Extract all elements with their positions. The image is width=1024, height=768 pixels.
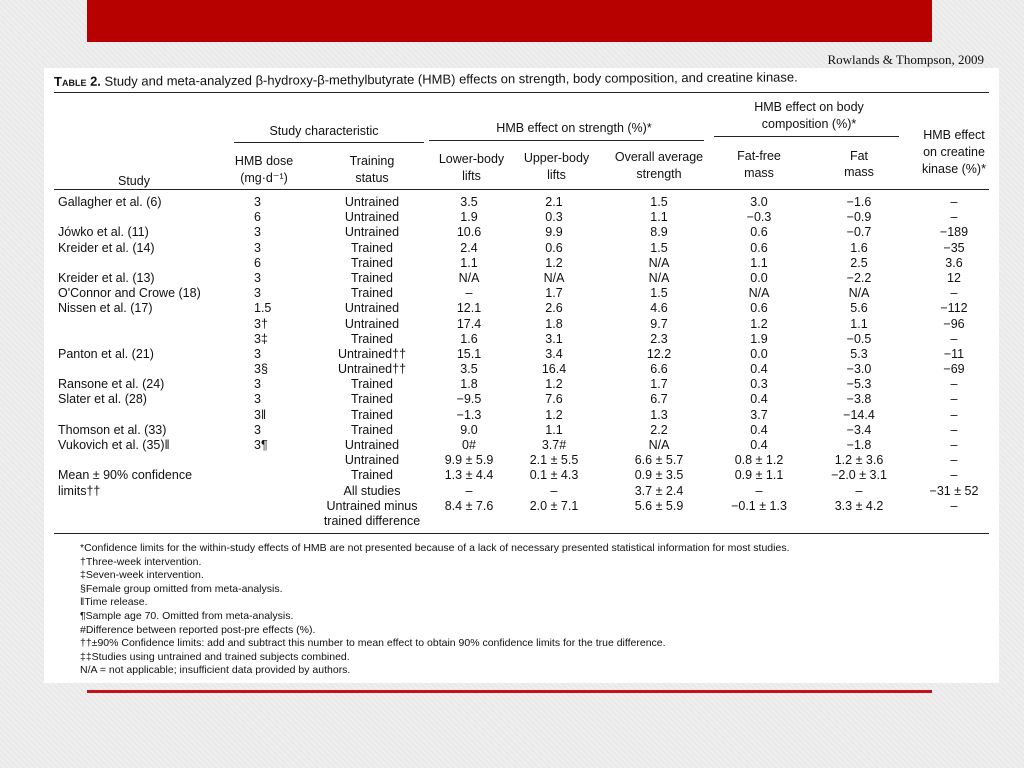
- cell-training: Trained: [351, 407, 393, 422]
- cell-lower: 9.0: [460, 422, 478, 437]
- cell-fat: N/A: [848, 286, 870, 301]
- cell-dose: 3§: [254, 362, 268, 377]
- cell-ck: −189: [939, 225, 969, 240]
- footnote: ‡Seven-week intervention.: [80, 569, 204, 582]
- cell-training: Untrained minus: [326, 498, 418, 513]
- cell-lower: 15.1: [456, 346, 482, 361]
- cell-fat: 3.3 ± 4.2: [834, 498, 884, 513]
- cell-ck: −31 ± 52: [929, 483, 979, 498]
- cell-ffm: 3.7: [750, 407, 768, 422]
- cell-dose: 3: [254, 346, 261, 361]
- cell-lower: 8.4 ± 7.6: [444, 498, 494, 513]
- cell-overall: 2.3: [650, 331, 668, 346]
- cell-overall: 1.5: [650, 240, 668, 255]
- cell-training: Untrained: [344, 225, 400, 240]
- header-body-comp-line2: composition (%)*: [761, 117, 857, 131]
- table-row: [44, 453, 999, 468]
- cell-upper: 3.1: [545, 331, 563, 346]
- cell-ck: −11: [943, 346, 965, 361]
- table-row: [44, 499, 999, 514]
- cell-ck: −112: [940, 301, 968, 316]
- cell-ffm: 0.4: [750, 392, 768, 407]
- cell-ck: –: [950, 498, 958, 513]
- cell-lower: 9.9 ± 5.9: [444, 453, 494, 468]
- footnote: *Confidence limits for the within-study effects of HMB are not presented because of a lack of necessary presented statistical information for most studies.: [80, 542, 790, 554]
- cell-ffm: N/A: [748, 286, 770, 301]
- cell-ck: 3.6: [945, 255, 963, 270]
- cell-ffm: 0.4: [750, 362, 768, 377]
- cell-training: Trained: [351, 270, 393, 285]
- table-row: [44, 438, 999, 453]
- cell-ffm: −0.3: [746, 210, 772, 225]
- cell-lower: –: [465, 483, 473, 498]
- header-lower-line2: lifts: [462, 169, 481, 183]
- cell-training: Trained: [351, 331, 393, 346]
- table-row: [44, 195, 999, 210]
- cell-dose: 3: [254, 195, 261, 209]
- cell-dose: 6: [254, 255, 261, 270]
- footnote: ‖Time release.: [80, 596, 148, 609]
- cell-dose: 3†: [254, 316, 268, 331]
- strength-rule: [429, 140, 704, 141]
- cell-dose: 3‡: [254, 331, 268, 346]
- footnotes: [80, 542, 789, 678]
- table-row: [44, 362, 999, 377]
- cell-fat: −5.3: [846, 377, 872, 392]
- cell-ffm: 1.2: [750, 316, 768, 331]
- cell-fat: 1.1: [850, 316, 868, 331]
- cell-overall: 1.3: [650, 407, 668, 422]
- cell-training: Trained: [351, 468, 393, 483]
- bottom-accent-line: [87, 690, 932, 693]
- table-title: [54, 69, 798, 89]
- cell-lower: 1.1: [460, 255, 478, 270]
- cell-fat: 5.6: [850, 301, 868, 316]
- cell-dose: 3: [254, 240, 261, 255]
- cell-training: Trained: [351, 377, 393, 392]
- cell-fat: −0.7: [846, 225, 872, 240]
- cell-ffm: 3.0: [750, 195, 768, 209]
- cell-fat: −0.9: [846, 210, 872, 225]
- header-upper-line1: Upper-body: [523, 151, 590, 165]
- cell-dose: 3¶: [254, 438, 268, 452]
- cell-upper: 1.2: [545, 407, 563, 422]
- header-strength-group: HMB effect on strength (%)*: [496, 121, 652, 135]
- cell-lower: −9.5: [456, 392, 482, 407]
- cell-upper: N/A: [543, 270, 565, 285]
- cell-lower: 3.5: [460, 195, 478, 209]
- table-body: [44, 195, 999, 529]
- table-row: [44, 408, 999, 423]
- cell-overall: 8.9: [650, 225, 668, 240]
- cell-lower: −1.3: [456, 407, 482, 422]
- cell-training: Untrained: [344, 453, 400, 468]
- header-study: Study: [118, 174, 150, 188]
- cell-fat: 5.3: [850, 346, 868, 361]
- cell-ffm: –: [755, 483, 763, 498]
- cell-ffm: 1.9: [750, 331, 768, 346]
- cell-ffm: 0.6: [750, 240, 768, 255]
- cell-overall: 5.6 ± 5.9: [634, 498, 684, 513]
- cell-fat: 2.5: [850, 255, 868, 270]
- cell-study: Gallagher et al. (6): [58, 195, 162, 209]
- cell-overall: 1.7: [650, 377, 668, 392]
- cell-lower: 1.6: [460, 331, 478, 346]
- cell-training: Trained: [351, 392, 393, 407]
- cell-ck: –: [950, 407, 958, 422]
- cell-dose: 1.5: [254, 301, 272, 316]
- cell-overall: 6.7: [650, 392, 668, 407]
- header-fat-line1: Fat: [849, 149, 869, 163]
- header-study-characteristic: Study characteristic: [269, 124, 379, 138]
- cell-study: O'Connor and Crowe (18): [58, 286, 201, 301]
- footnote: †Three-week intervention.: [80, 555, 202, 568]
- cell-fat: 1.6: [850, 240, 868, 255]
- cell-upper: 2.1: [545, 195, 563, 209]
- table-row: [44, 514, 999, 529]
- cell-ffm: 0.9 ± 1.1: [734, 468, 784, 483]
- top-accent-bar: [87, 0, 932, 42]
- cell-study: limits††: [58, 483, 101, 498]
- header-overall-line2: strength: [636, 167, 682, 181]
- header-body-comp-line1: HMB effect on body: [754, 100, 864, 114]
- table-row: [44, 468, 999, 483]
- cell-upper: 2.6: [545, 301, 563, 316]
- header-fat-line2: mass: [844, 165, 874, 179]
- cell-ffm: −0.1 ± 1.3: [731, 498, 787, 513]
- cell-ffm: 0.0: [750, 346, 768, 361]
- body-comp-rule: [714, 136, 899, 137]
- header-ffm-line1: Fat-free: [737, 149, 781, 163]
- cell-fat: −2.2: [846, 270, 872, 285]
- footnote: §Female group omitted from meta-analysis.: [80, 582, 283, 595]
- cell-dose: 3: [254, 392, 261, 407]
- cell-lower: 1.3 ± 4.4: [444, 468, 494, 483]
- cell-training: Untrained††: [337, 362, 407, 377]
- cell-dose: 3: [254, 422, 261, 437]
- cell-training: All studies: [343, 483, 401, 498]
- cell-upper: 3.4: [545, 346, 563, 361]
- cell-training: Untrained: [344, 210, 400, 225]
- header-bottom-rule: [54, 189, 989, 190]
- cell-overall: 3.7 ± 2.4: [634, 483, 684, 498]
- cell-ck: –: [950, 392, 958, 407]
- cell-study: Slater et al. (28): [58, 392, 147, 407]
- cell-upper: 0.1 ± 4.3: [529, 468, 579, 483]
- table-row: [44, 286, 999, 301]
- header-lower-line1: Lower-body: [438, 152, 505, 166]
- cell-dose: 6: [254, 210, 261, 225]
- table-row: [44, 225, 999, 240]
- cell-upper: 1.2: [545, 377, 563, 392]
- cell-ffm: 0.6: [750, 301, 768, 316]
- cell-ffm: 0.4: [750, 422, 768, 437]
- cell-training: Trained: [351, 240, 393, 255]
- cell-training: Trained: [351, 286, 393, 301]
- cell-study: Kreider et al. (14): [58, 240, 155, 255]
- table-bottom-rule: [54, 533, 989, 534]
- header-dose-line1: HMB dose: [234, 154, 294, 168]
- cell-upper: 3.7#: [541, 438, 567, 452]
- cell-overall: 4.6: [650, 301, 668, 316]
- cell-lower: 10.6: [456, 225, 482, 240]
- cell-fat: –: [855, 483, 863, 498]
- footnote: ††±90% Confidence limits: add and subtract this number to mean effect to obtain 90% confidence limits for the true difference.: [80, 637, 666, 650]
- cell-upper: 1.7: [545, 286, 563, 301]
- cell-lower: 12.1: [456, 301, 482, 316]
- table-row: [44, 332, 999, 347]
- cell-fat: −1.8: [846, 438, 872, 452]
- cell-training: Untrained: [344, 438, 400, 452]
- cell-study: Vukovich et al. (35)‖: [58, 438, 170, 452]
- cell-ffm: 0.3: [750, 377, 768, 392]
- cell-training: trained difference: [323, 513, 421, 528]
- cell-upper: 9.9: [545, 225, 563, 240]
- footnote: ¶Sample age 70. Omitted from meta-analysis.: [80, 609, 294, 622]
- table-number: Table 2.: [53, 73, 101, 89]
- cell-training: Trained: [351, 422, 393, 437]
- cell-lower: –: [465, 286, 473, 301]
- cell-training: Trained: [351, 255, 393, 270]
- cell-upper: 1.8: [545, 316, 563, 331]
- cell-ck: −69: [943, 362, 965, 377]
- cell-upper: 2.0 ± 7.1: [529, 498, 579, 513]
- cell-ck: 12: [947, 270, 961, 285]
- footnote: N/A = not applicable; insufficient data provided by authors.: [80, 664, 351, 677]
- cell-ck: –: [950, 453, 958, 468]
- cell-overall: 1.5: [650, 195, 668, 209]
- cell-dose: 3: [254, 286, 261, 301]
- footnote: #Difference between reported post-pre effects (%).: [80, 623, 316, 636]
- cell-fat: −14.4: [843, 407, 875, 422]
- table-row: [44, 392, 999, 407]
- cell-dose: 3: [254, 377, 261, 392]
- cell-training: Untrained: [344, 316, 400, 331]
- cell-ffm: 0.6: [750, 225, 768, 240]
- cell-study: Nissen et al. (17): [58, 301, 153, 316]
- cell-fat: −0.5: [846, 331, 872, 346]
- table-caption: Study and meta-analyzed β-hydroxy-β-methylbutyrate (HMB) effects on strength, body composition, and creatine kinase.: [100, 69, 798, 89]
- table-row: [44, 347, 999, 362]
- cell-fat: −1.6: [846, 195, 872, 209]
- header-upper-line2: lifts: [547, 168, 566, 182]
- header-training-line1: Training: [349, 154, 395, 168]
- cell-study: Ransone et al. (24): [58, 377, 165, 392]
- cell-training: Untrained††: [337, 346, 407, 361]
- cell-overall: 1.1: [650, 210, 668, 225]
- table-row: [44, 423, 999, 438]
- header-dose-line2: (mg·d⁻¹): [240, 171, 288, 185]
- cell-lower: 1.8: [460, 377, 478, 392]
- cell-upper: 0.3: [545, 210, 563, 225]
- cell-overall: 9.7: [650, 316, 668, 331]
- cell-fat: −3.8: [846, 392, 872, 407]
- cell-lower: N/A: [458, 270, 480, 285]
- table-scan: [44, 68, 999, 683]
- cell-lower: 1.9: [460, 210, 478, 225]
- cell-ck: –: [950, 286, 958, 301]
- cell-upper: 1.1: [545, 422, 563, 437]
- cell-overall: N/A: [648, 255, 670, 270]
- table-row: [44, 317, 999, 332]
- cell-dose: 3: [254, 225, 261, 240]
- cell-ffm: 0.8 ± 1.2: [734, 453, 784, 468]
- cell-ck: –: [950, 331, 958, 346]
- cell-fat: −2.0 ± 3.1: [831, 468, 887, 483]
- top-rule: [54, 92, 989, 93]
- table-row: [44, 301, 999, 316]
- cell-upper: 2.1 ± 5.5: [529, 453, 579, 468]
- cell-ck: –: [950, 210, 958, 225]
- cell-upper: 1.2: [545, 255, 563, 270]
- cell-lower: 2.4: [460, 240, 478, 255]
- cell-ck: −96: [943, 316, 965, 331]
- header-ck-line1: HMB effect: [923, 128, 985, 142]
- table-row: [44, 271, 999, 286]
- header-ck-line2: on creatine: [923, 145, 985, 159]
- table-row: [44, 377, 999, 392]
- cell-ck: –: [950, 468, 958, 483]
- footnote: ‡‡Studies using untrained and trained subjects combined.: [80, 650, 350, 663]
- citation: Rowlands & Thompson, 2009: [827, 52, 984, 67]
- header-ck-line3: kinase (%)*: [922, 162, 986, 176]
- cell-overall: 6.6 ± 5.7: [634, 453, 684, 468]
- cell-study: Thomson et al. (33): [58, 422, 167, 437]
- table-row: [44, 210, 999, 225]
- cell-fat: −3.0: [846, 362, 872, 377]
- cell-ck: –: [950, 422, 958, 437]
- cell-overall: 1.5: [650, 286, 668, 301]
- cell-ffm: 0.4: [750, 438, 768, 452]
- cell-ffm: 0.0: [750, 270, 768, 285]
- cell-ck: –: [950, 377, 958, 392]
- cell-study: Panton et al. (21): [58, 346, 154, 361]
- cell-overall: 0.9 ± 3.5: [634, 468, 684, 483]
- cell-lower: 0#: [462, 438, 476, 452]
- table-row: [44, 241, 999, 256]
- cell-ffm: 1.1: [750, 255, 768, 270]
- header-ffm-line2: mass: [744, 166, 774, 180]
- cell-study: Jówko et al. (11): [58, 225, 149, 240]
- cell-upper: 7.6: [545, 392, 563, 407]
- cell-dose: 3‖: [254, 407, 267, 422]
- header-training-line2: status: [355, 171, 389, 185]
- cell-training: Untrained: [344, 301, 400, 316]
- cell-ck: −35: [943, 240, 965, 255]
- cell-overall: 6.6: [650, 362, 668, 377]
- table-row: [44, 484, 999, 499]
- cell-ck: –: [950, 438, 958, 452]
- cell-lower: 17.4: [456, 316, 482, 331]
- cell-ck: –: [950, 195, 958, 209]
- cell-study: Mean ± 90% confidence: [58, 468, 193, 483]
- cell-overall: N/A: [648, 270, 670, 285]
- table-row: [44, 256, 999, 271]
- cell-upper: –: [550, 483, 558, 498]
- cell-lower: 3.5: [460, 362, 478, 377]
- cell-fat: −3.4: [846, 422, 872, 437]
- cell-overall: N/A: [648, 438, 670, 452]
- study-char-rule: [234, 142, 424, 143]
- cell-upper: 16.4: [541, 362, 567, 377]
- cell-overall: 12.2: [646, 346, 672, 361]
- cell-training: Untrained: [344, 195, 400, 209]
- cell-study: Kreider et al. (13): [58, 270, 155, 285]
- header-overall-line1: Overall average: [614, 150, 704, 164]
- cell-upper: 0.6: [545, 240, 563, 255]
- cell-fat: 1.2 ± 3.6: [834, 453, 884, 468]
- cell-overall: 2.2: [650, 422, 668, 437]
- cell-dose: 3: [254, 270, 261, 285]
